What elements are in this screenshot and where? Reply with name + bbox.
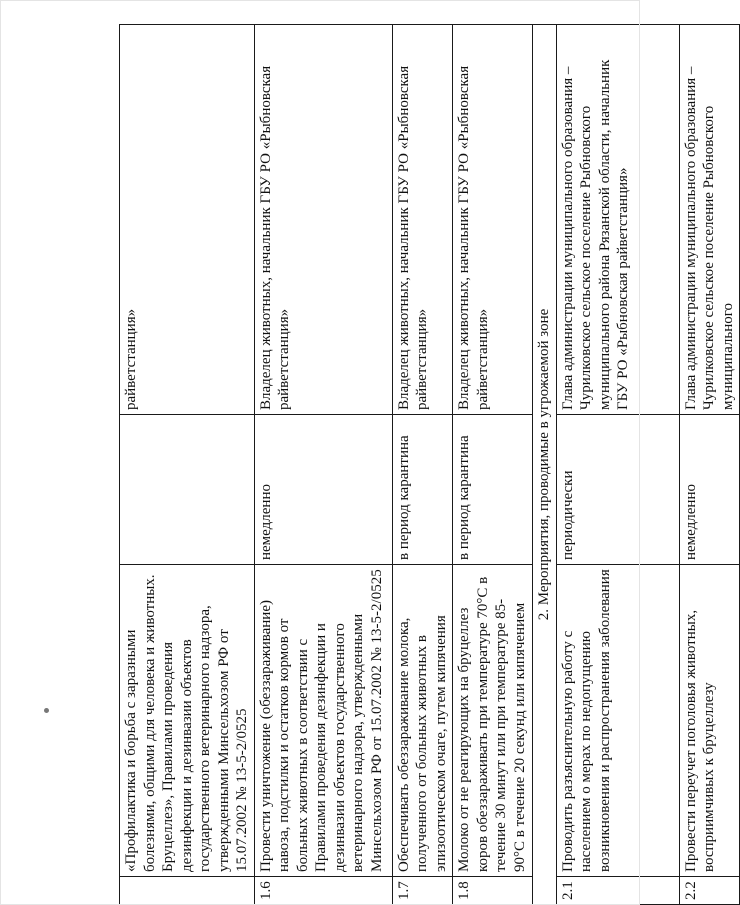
term-cell: в период карантина (453, 415, 533, 565)
row-number (120, 877, 255, 905)
table-row (556, 25, 679, 905)
responsible-cell: Владелец животных, начальник ГБУ РО «Рыбновская райветстанция» (392, 25, 453, 415)
responsible-cell: Глава администрации муниципального образования – Чурилковское сельское поселение Рыбновского муниципального (679, 25, 740, 415)
term-cell: немедленно (254, 415, 392, 565)
action-cell: Молоко от не реагирующих на бруцеллез коров обеззараживать при температуре 70°С в течение 30 минут или при температуре 85-90°С в течение 20 секунд или кипячением (453, 565, 533, 877)
responsible-cell: Владелец животных, начальник ГБУ РО «Рыбновская райветстанция» (453, 25, 533, 415)
row-number: 2.1 (556, 877, 679, 905)
term-cell: периодически (556, 415, 679, 565)
action-cell: Провести переучет поголовья животных, восприимчивых к бруцеллезу (679, 565, 740, 877)
table-row (254, 25, 392, 905)
measures-table (119, 24, 740, 905)
action-cell: «Профилактика и борьба с заразными болезнями, общими для человека и животных. Бруцеллез», Правилами проведения дезинфекции и дезинвазии объектов государственного ветеринарного надзора, утвержденными Минсельхозом РФ от 15.07.2002 № 13-5-2/0525 (120, 565, 255, 877)
row-number: 2.2 (679, 877, 740, 905)
action-cell: Обеспечивать обеззараживание молока, полученного от больных животных в эпизоотическом очаге, путем кипячения (392, 565, 453, 877)
table-row (120, 25, 255, 905)
row-number: 1.7 (392, 877, 453, 905)
table-row (392, 25, 453, 905)
row-number: 1.8 (453, 877, 533, 905)
term-cell: в период карантина (392, 415, 453, 565)
section-header-row (533, 25, 557, 905)
table-row (453, 25, 533, 905)
responsible-cell: Глава администрации муниципального образования – Чурилковское сельское поселение Рыбновского муниципального района Рязанской области, начальник ГБУ РО «Рыбновская райветстанция» (556, 25, 679, 415)
responsible-cell: райветстанция» (120, 25, 255, 415)
term-cell (120, 415, 255, 565)
action-cell: Проводить разъяснительную работу с населением о мерах по недопущению возникновения и распространения заболевания (556, 565, 679, 877)
section-title: 2. Мероприятия, проводимые в угрожаемой зоне (533, 25, 557, 905)
term-cell: немедленно (679, 415, 740, 565)
row-number: 1.6 (254, 877, 392, 905)
table-row (679, 25, 740, 905)
responsible-cell: Владелец животных, начальник ГБУ РО «Рыбновская райветстанция» (254, 25, 392, 415)
action-cell: Провести уничтожение (обеззараживание) навоза, подстилки и остатков кормов от больных животных в соответствии с Правилами проведения дезинфекции и дезинвазии объектов государственного ветеринарного надзора, утвержденными Минсельхозом РФ от 15.07.2002 № 13-5-2/0525 (254, 565, 392, 877)
scan-dot (44, 708, 49, 713)
